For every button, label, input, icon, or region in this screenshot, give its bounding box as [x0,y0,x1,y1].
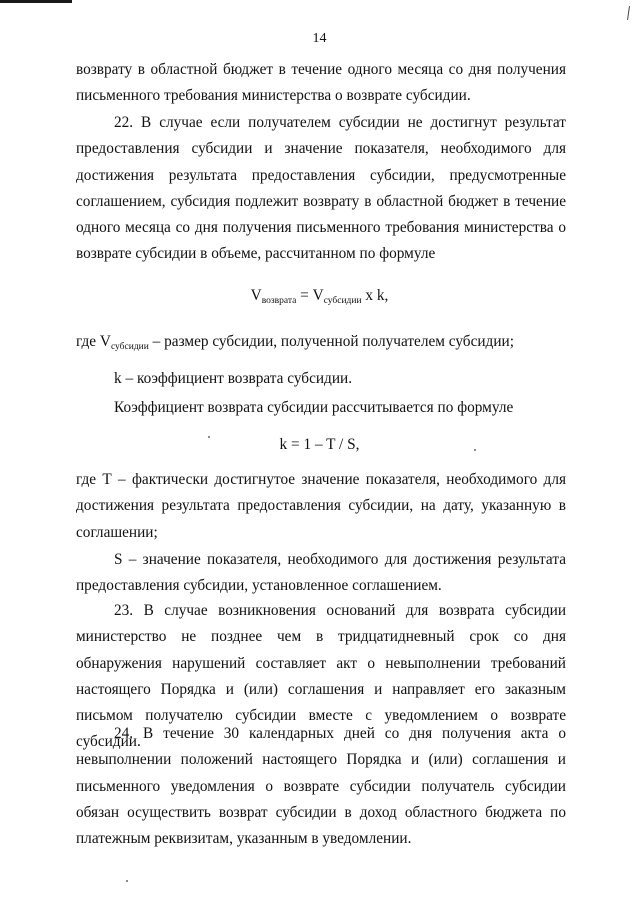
scan-tick-mark [627,6,630,20]
definition-k: k – коэффициент возврата субсидии. [114,370,353,387]
formula-sub-subsidy: субсидии [323,296,362,306]
definition-s-text: S – значение показателя, необходимого для достижения результата предоставления субсидии, установленное соглашением. [76,551,566,595]
paragraph-24 [76,721,566,852]
paragraph-23-text: 23. В случае возникновения оснований для возврата субсидии министерство не позднее чем в тридцатидневный срок со дня обнаружения нарушений составляет акт о невыполнении требований настоящего Порядка и (или) соглашения и направляет его заказным письмом получателю субсидии вместе с уведомлением о возврате субсидии. [76,602,566,751]
scan-speck [126,880,128,882]
paragraph-24-text: 24. В течение 30 календарных дней со дня получения акта о невыполнении положений настоящего Порядка и (или) соглашения и письменного уведомления о возврате субсидии получатель субсидии обязан осуществить возврат субсидии в доход областного бюджета по платежным реквизитам, указанным в уведомлении. [76,725,566,848]
definition-v-sub: субсидии [110,342,149,352]
formula-k-multiplier: x k, [361,287,389,304]
formula-return-amount [0,287,639,306]
definition-v-subsidy [76,333,566,352]
page-number: 14 [312,31,327,46]
definition-v-text: – размер субсидии, полученной получателем субсидии; [148,333,514,350]
paragraph-22 [76,110,566,268]
paragraph-22-text: 22. В случае если получателем субсидии не достигнут результат предоставления субсидии и значение показателя, необходимого для достижения результата предоставления субсидии, предусмотренные соглашением, субсидия подлежит возврату в областной бюджет в течение одного месяца со дня получения письменного требования министерства о возврате субсидии в объеме, рассчитанном по формуле [76,114,566,263]
formula-v-return: V [250,287,262,304]
definition-t: где Т – фактически достигнутое значение показателя, необходимого для достижения результата предоставления субсидии, на дату, указанную в соглашении; [76,471,566,541]
formula-v-subsidy: = V [296,287,324,304]
definition-s [76,547,566,600]
coefficient-intro: Коэффициент возврата субсидии рассчитывается по формуле [114,399,514,416]
formula-coefficient: k = 1 – T / S, [279,436,360,453]
scan-edge-mark [0,0,72,3]
formula-sub-return: возврата [261,296,297,306]
paragraph-intro: возврату в областной бюджет в течение одного месяца со дня получения письменного требования министерства о возврате субсидии. [76,61,566,105]
definition-v-prefix: где V [76,333,111,350]
